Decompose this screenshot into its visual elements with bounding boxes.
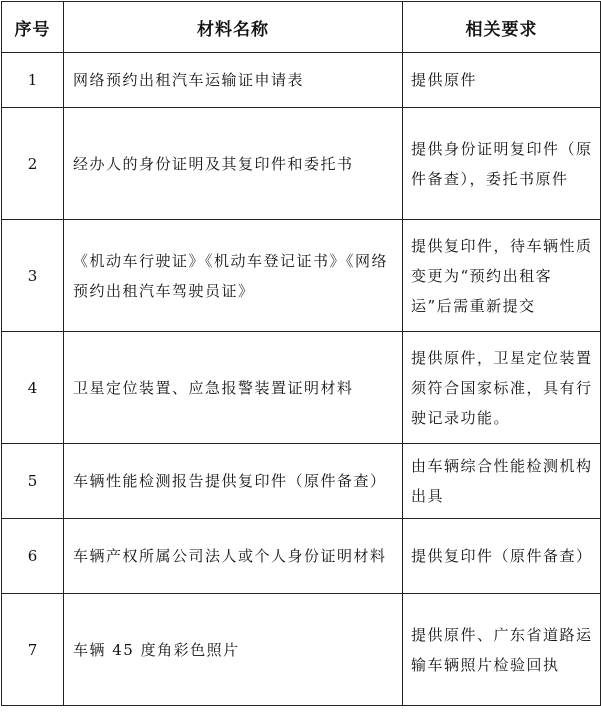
material-name: 网络预约出租汽车运输证申请表 [64, 53, 403, 108]
requirement: 提供原件 [403, 53, 601, 108]
materials-table [1, 1, 601, 706]
row-number: 4 [2, 332, 64, 444]
header-requirements: 相关要求 [403, 2, 601, 53]
row-number: 6 [2, 519, 64, 594]
requirement: 提供原件，卫星定位装置须符合国家标准，具有行驶记录功能。 [403, 332, 601, 444]
header-seq: 序号 [2, 2, 64, 53]
material-name: 《机动车行驶证》《机动车登记证书》《网络预约出租汽车驾驶员证》 [64, 220, 403, 332]
requirement: 提供复印件，待车辆性质变更为“预约出租客运”后需重新提交 [403, 220, 601, 332]
row-number: 3 [2, 220, 64, 332]
material-name: 车辆产权所属公司法人或个人身份证明材料 [64, 519, 403, 594]
row-number: 2 [2, 108, 64, 220]
table-row [2, 594, 601, 706]
table-row [2, 220, 601, 332]
header-row [2, 2, 601, 53]
row-number: 5 [2, 444, 64, 519]
header-material-name: 材料名称 [64, 2, 403, 53]
table-row [2, 519, 601, 594]
requirement: 由车辆综合性能检测机构出具 [403, 444, 601, 519]
table-row [2, 108, 601, 220]
requirement: 提供身份证明复印件（原件备查），委托书原件 [403, 108, 601, 220]
requirement: 提供复印件（原件备查） [403, 519, 601, 594]
material-name: 经办人的身份证明及其复印件和委托书 [64, 108, 403, 220]
table-row [2, 444, 601, 519]
table-row [2, 332, 601, 444]
row-number: 1 [2, 53, 64, 108]
table-row [2, 53, 601, 108]
material-name: 车辆 45 度角彩色照片 [64, 594, 403, 706]
material-name: 车辆性能检测报告提供复印件（原件备查） [64, 444, 403, 519]
requirement: 提供原件、广东省道路运输车辆照片检验回执 [403, 594, 601, 706]
row-number: 7 [2, 594, 64, 706]
material-name: 卫星定位装置、应急报警装置证明材料 [64, 332, 403, 444]
